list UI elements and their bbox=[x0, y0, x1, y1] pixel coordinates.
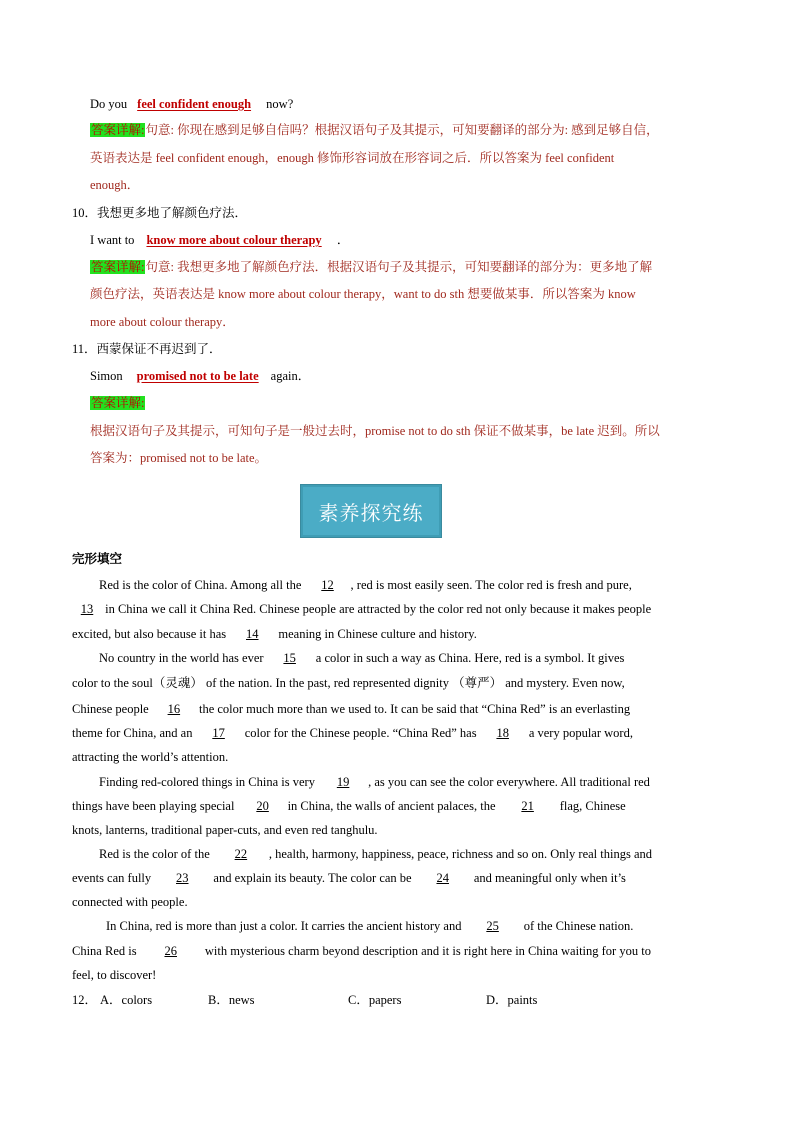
passage-text: with mysterious charm beyond description and it is right here in China waiting for you to bbox=[201, 944, 651, 958]
q12-options bbox=[72, 990, 537, 1010]
blank-12: 12 bbox=[321, 578, 334, 592]
blank-17: 17 bbox=[212, 726, 225, 740]
passage-line bbox=[72, 941, 651, 961]
option-a[interactable]: A．colors bbox=[100, 993, 153, 1007]
q9-sentence-post: now? bbox=[263, 97, 294, 111]
blank-24: 24 bbox=[436, 871, 449, 885]
q10-prompt-text: 我想更多地了解颜色疗法． bbox=[97, 206, 248, 220]
q10-explain-2: 颜色疗法，英语表达是 know more about colour therapy，want to do sth 想要做某事．所以答案为 know bbox=[90, 287, 636, 301]
q9-explain-2: 英语表达是 feel confident enough，enough 修饰形容词放在形容词之后．所以答案为 feel confident bbox=[90, 151, 615, 165]
q11-sentence-pre: Simon bbox=[90, 369, 123, 383]
passage-line bbox=[99, 648, 624, 668]
passage-text: excited, but also because it has bbox=[72, 627, 227, 641]
q9-explain-text: 句意: 你现在感到足够自信吗？根据汉语句子及其提示，可知要翻译的部分为: 感到足够自信， bbox=[145, 123, 659, 137]
passage-text: and explain its beauty. The color can be bbox=[210, 871, 412, 885]
blank-13: 13 bbox=[80, 602, 94, 616]
passage-line bbox=[72, 699, 630, 719]
passage-text: a very popular word, bbox=[525, 726, 633, 740]
blank-19: 19 bbox=[336, 775, 350, 789]
q11-answer: promised not to be late bbox=[136, 369, 259, 383]
passage-text: Red is the color of China. Among all the bbox=[99, 578, 302, 592]
passage-text: No country in the world has ever bbox=[99, 651, 264, 665]
passage-line bbox=[99, 844, 652, 864]
q10-sentence-post: ． bbox=[333, 233, 350, 247]
q10-answer: know more about colour therapy bbox=[146, 233, 322, 247]
q9-explain-3: enough． bbox=[90, 178, 140, 192]
blank-18: 18 bbox=[496, 726, 509, 740]
q10-sentence-pre: I want to bbox=[90, 233, 135, 247]
passage-text: Chinese people bbox=[72, 702, 149, 716]
option-b[interactable]: B．news bbox=[208, 993, 255, 1007]
passage-text: a color in such a way as China. Here, red is a symbol. It gives bbox=[312, 651, 625, 665]
passage-text: color for the Chinese people. “China Red” has bbox=[241, 726, 477, 740]
q9-answer: feel confident enough bbox=[137, 97, 252, 111]
q11-tag-line bbox=[90, 393, 145, 413]
passage-text: theme for China, and an bbox=[72, 726, 193, 740]
passage-line bbox=[72, 599, 651, 619]
q9-sentence-pre: Do you bbox=[90, 97, 128, 111]
section-banner bbox=[300, 484, 442, 538]
blank-22: 22 bbox=[234, 847, 248, 861]
passage-text: , health, harmony, happiness, peace, richness and so on. Only real things and bbox=[268, 847, 652, 861]
q12-number: 12． bbox=[72, 993, 98, 1007]
passage-text: things have been playing special bbox=[72, 799, 235, 813]
section-title: 完形填空 bbox=[72, 551, 123, 566]
q11-prompt-text: 西蒙保证不再迟到了． bbox=[96, 342, 222, 356]
q11-sentence bbox=[90, 366, 310, 386]
passage-text: Finding red-colored things in China is very bbox=[99, 775, 315, 789]
q11-prompt bbox=[72, 339, 222, 359]
q10-prompt bbox=[72, 203, 247, 223]
answer-detail-tag: 答案详解: bbox=[91, 123, 145, 137]
q9-sentence bbox=[90, 94, 293, 114]
passage-text: , as you can see the color everywhere. All traditional red bbox=[368, 775, 650, 789]
passage-text: , red is most easily seen. The color red is fresh and pure, bbox=[350, 578, 632, 592]
answer-detail-tag: 答案详解: bbox=[91, 260, 145, 274]
passage-text: in China we call it China Red. Chinese people are attracted by the color red not only because it makes people bbox=[102, 602, 652, 616]
q11-explain-2: 答案为：promised not to be late。 bbox=[90, 451, 268, 465]
passage-text: China Red is bbox=[72, 944, 137, 958]
blank-16: 16 bbox=[167, 702, 181, 716]
blank-23: 23 bbox=[176, 871, 189, 885]
passage-text: Red is the color of the bbox=[99, 847, 210, 861]
passage-text: meaning in Chinese culture and history. bbox=[275, 627, 477, 641]
blank-26: 26 bbox=[164, 944, 177, 958]
passage-line bbox=[99, 772, 650, 792]
passage-text: the color much more than we used to. It can be said that “China Red” is an everlasting bbox=[195, 702, 631, 716]
passage-line bbox=[72, 796, 626, 816]
passage-text: flag, Chinese bbox=[556, 799, 626, 813]
passage-text: of the Chinese nation. bbox=[520, 919, 634, 933]
blank-14: 14 bbox=[246, 627, 259, 641]
passage-text: in China, the walls of ancient palaces, the bbox=[287, 799, 496, 813]
q11-sentence-post: again． bbox=[270, 369, 311, 383]
passage-line bbox=[72, 624, 477, 644]
passage-line: feel, to discover! bbox=[72, 968, 157, 982]
passage-line bbox=[72, 723, 633, 743]
passage-text: In China, red is more than just a color. It carries the ancient history and bbox=[106, 919, 462, 933]
passage-line: knots, lanterns, traditional paper-cuts, and even red tanghulu. bbox=[72, 823, 378, 837]
passage-line: connected with people. bbox=[72, 895, 188, 909]
q10-number: 10． bbox=[72, 206, 98, 220]
blank-20: 20 bbox=[256, 799, 269, 813]
q10-explain-text: 句意: 我想更多地了解颜色疗法．根据汉语句子及其提示，可知要翻译的部分为：更多地了解 bbox=[145, 260, 653, 274]
q10-sentence bbox=[90, 230, 349, 250]
passage-line: color to the soul（灵魂） of the nation. In the past, red represented dignity （尊严） and mystery. Even now, bbox=[72, 676, 625, 690]
passage-line bbox=[72, 868, 626, 888]
q11-explain-1: 根据汉语句子及其提示，可知句子是一般过去时，promise not to do sth 保证不做某事，be late 迟到。所以 bbox=[90, 424, 660, 438]
q9-explain-1 bbox=[90, 120, 659, 140]
blank-25: 25 bbox=[486, 919, 499, 933]
passage-text: and meaningful only when it’s bbox=[470, 871, 626, 885]
option-c[interactable]: C．papers bbox=[348, 993, 402, 1007]
section-banner-text: 素养探究练 bbox=[318, 500, 424, 525]
q10-explain-1 bbox=[90, 257, 652, 277]
passage-text: events can fully bbox=[72, 871, 152, 885]
option-d[interactable]: D．paints bbox=[486, 993, 538, 1007]
blank-21: 21 bbox=[521, 799, 534, 813]
q11-number: 11． bbox=[72, 342, 97, 356]
passage-line bbox=[99, 575, 632, 595]
blank-15: 15 bbox=[283, 651, 296, 665]
passage-line: attracting the world’s attention. bbox=[72, 750, 229, 764]
answer-detail-tag: 答案详解: bbox=[91, 396, 145, 410]
passage-line bbox=[106, 916, 633, 936]
q10-explain-3: more about colour therapy． bbox=[90, 315, 235, 329]
